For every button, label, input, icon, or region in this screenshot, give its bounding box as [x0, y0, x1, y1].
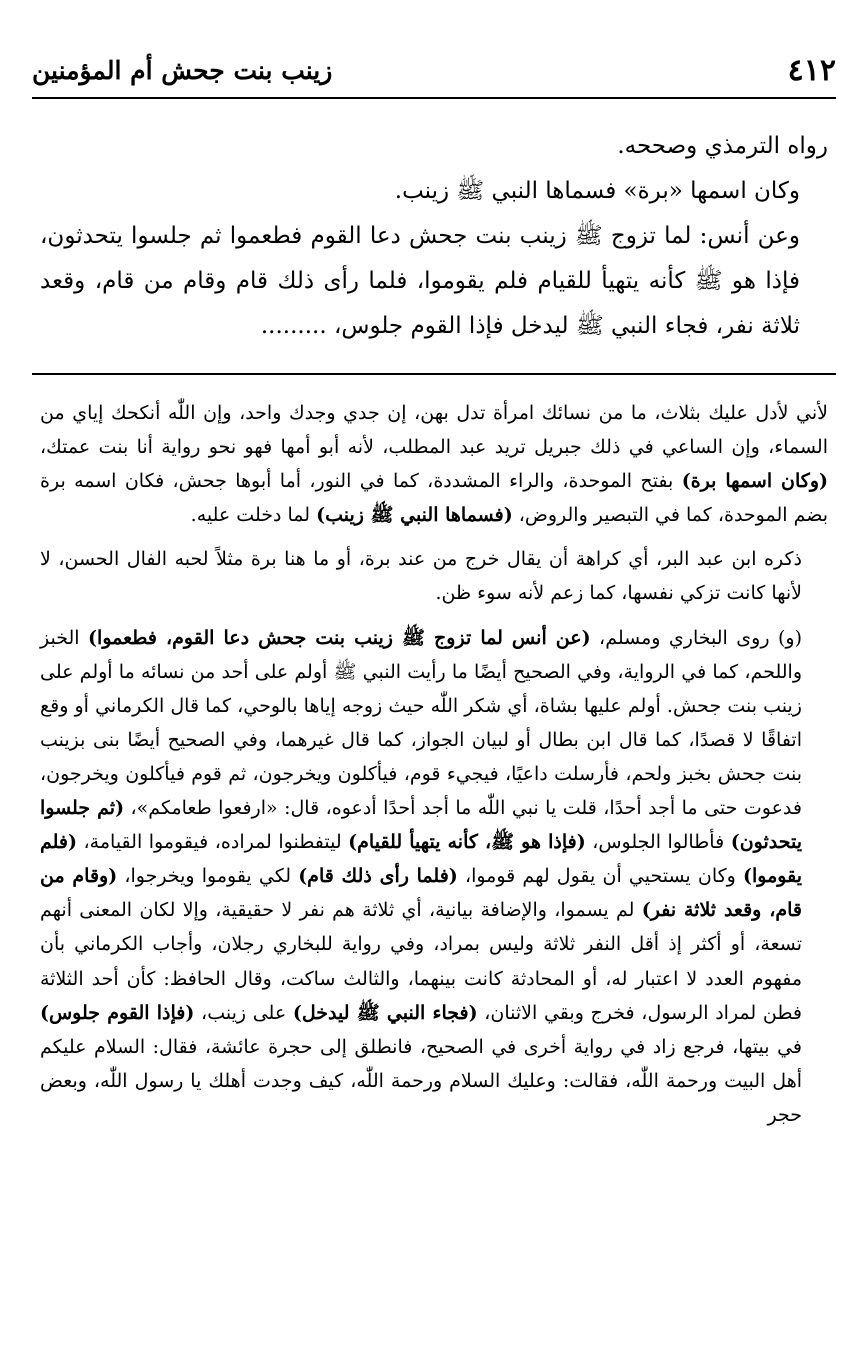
- commentary-text: لم يسموا، والإضافة بيانية، أي ثلاثة هم نفر لا حقيقية، وإلا لكان المعنى أنهم تسعة، أو أكثر إذ أقل النفر ثلاثة وليس بمراد، وفي رواية للبخاري رجلان، وأجاب الكرماني بأن مفهوم العدد لا اعتبار له، أو المحادثة كانت بينهما، والثالث ساكت، وقال الحافظ: كأن أحد الثلاثة فطن لمراد الرسول، فخرج وبقي الاثنان،: [40, 899, 802, 1024]
- commentary: [40, 396, 828, 1132]
- page-number: ٤١٢: [787, 52, 836, 88]
- commentary-text: في بيتها، فرجع زاد في رواية أخرى في الصحيح، فانطلق إلى حجرة عائشة، فقال: السلام عليكم أهل البيت ورحمة اللّٰه، فقالت: وعليك السلام ورحمة اللّٰه، كيف وجدت أهلك يا رسول اللّٰه، وبعض حجر: [40, 1035, 802, 1126]
- commentary-paragraph-2: [40, 542, 828, 610]
- main-text: [40, 124, 828, 349]
- commentary-text: وكان يستحيي أن يقول لهم قوموا،: [457, 865, 744, 888]
- header-divider: [32, 97, 836, 99]
- commentary-text: لأني لأدل عليك بثلاث، ما من نسائك امرأة تدل بهن، إن جدي وجدك واحد، وإن اللّٰه أنكحك إياي من السماء، وإن الساعي في ذلك جبريل تريد عبد المطلب، لأنه أبو أمها فهو نحو رواية أنا بنت عمتك،: [40, 402, 828, 459]
- commentary-text: ليتفطنوا لمراده، فيقوموا القيامة،: [77, 831, 349, 854]
- commentary-paragraph-1: [40, 396, 828, 532]
- commentary-text: الخبز واللحم، كما في الرواية، وفي الصحيح أيضًا ما رأيت النبي ﷺ أولم على أحد من نسائه ما أولم على زينب بنت جحش. أولم عليها بشاة، أي شكر اللّٰه حيث زوجه إياها بالوحي، كما قال الكرماني أو وقع اتفاقًا لا قصدًا، كما قال ابن بطال أو لبيان الجواز، كما قال غيرهما، وفي الصحيح أيضًا بنى بزينب بنت جحش بخبز ولحم، فأرسلت داعيًا، فيجيء قوم، فيأكلون ويخرجون، ثم قوم فيأكلون ويخرجون، فدعوت حتى ما أجد أحدًا، قلت يا نبي اللّٰه ما أجد أحدًا أدعوه، قال: «ارفعوا طعامكم»،: [40, 626, 803, 820]
- bold-quote: (فإذا القوم جلوس): [40, 1001, 195, 1024]
- commentary-text: على زينب،: [194, 1001, 293, 1024]
- commentary-paragraph-3: [40, 621, 828, 1132]
- bold-quote: (فلم يقوموا): [40, 831, 802, 888]
- bold-quote: (فجاء النبي ﷺ ليدخل): [292, 1001, 478, 1024]
- commentary-text: لكي يقوموا ويخرجوا،: [117, 865, 299, 888]
- main-text-paragraph-2: وكان اسمها «برة» فسماها النبي ﷺ زينب.: [394, 178, 800, 204]
- bold-quote: (ثم جلسوا يتحدثون): [40, 797, 803, 854]
- main-text-line-1: رواه الترمذي وصححه.: [617, 133, 828, 159]
- commentary-text: لما دخلت عليه.: [190, 504, 317, 527]
- commentary-text: (و) روى البخاري ومسلم،: [590, 626, 803, 649]
- commentary-text: ذكره ابن عبد البر، أي كراهة أن يقال خرج من عند برة، أو ما هنا برة مثلاً لحبه الفال الحسن، لا لأنها كانت تزكي نفسها، كما زعم لأنه سوء ظن.: [40, 548, 802, 605]
- bold-quote: (فسماها النبي ﷺ زينب): [316, 504, 513, 527]
- commentary-text: بفتح الموحدة، والراء المشددة، كما في النور، أما أبوها جحش، فكان اسمه برة بضم الموحدة، كما في التبصير والروض،: [40, 470, 828, 527]
- bold-quote: (عن أنس لما تزوج ﷺ زينب بنت جحش دعا القوم، فطعموا): [88, 626, 591, 649]
- main-text-paragraph-3: وعن أنس: لما تزوج ﷺ زينب بنت جحش دعا القوم فطعموا ثم جلسوا يتحدثون، فإذا هو ﷺ كأنه يتهيأ للقيام فلم يقوموا، فلما رأى ذلك قام وقام من قام، وقعد ثلاثة نفر، فجاء النبي ﷺ ليدخل فإذا القوم جلوس، .........: [40, 223, 800, 339]
- bold-quote: (وكان اسمها برة): [681, 470, 828, 493]
- running-title: زينب بنت جحش أم المؤمنين: [32, 55, 333, 85]
- bold-quote: (فلما رأى ذلك قام): [298, 865, 458, 888]
- bold-quote: (فإذا هو ﷺ، كأنه يتهيأ للقيام): [348, 831, 586, 854]
- bold-quote: (وقام من قام، وقعد ثلاثة نفر): [40, 865, 803, 922]
- commentary-text: فأطالوا الجلوس،: [585, 831, 731, 854]
- page-header: [32, 44, 836, 96]
- commentary-divider: [32, 373, 836, 375]
